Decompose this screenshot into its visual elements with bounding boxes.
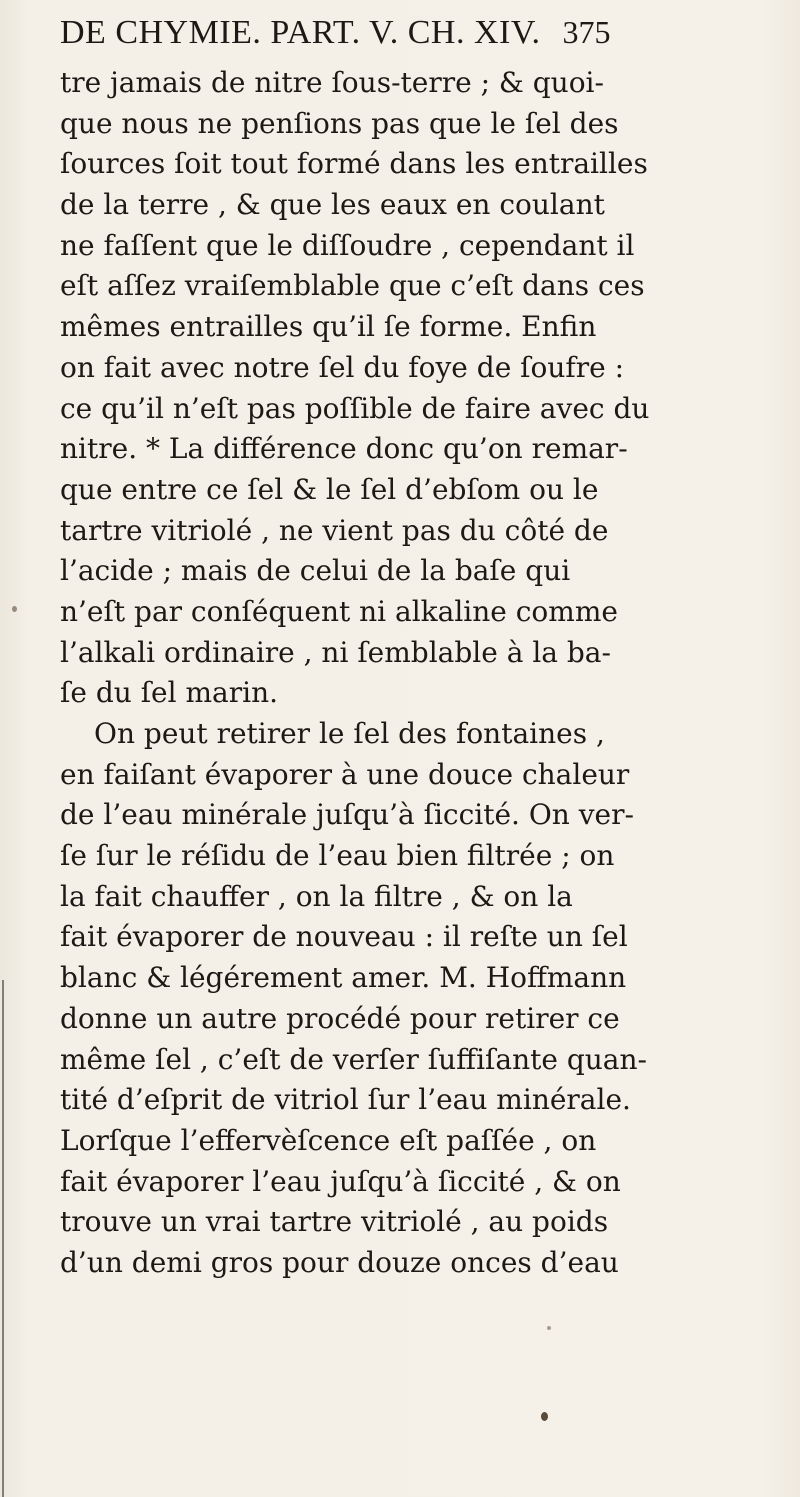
text-line: blanc & légérement amer. M. Hoffmann: [60, 961, 627, 995]
text-line: que nous ne penſions pas que le ſel des: [60, 106, 619, 140]
text-line: nitre. * La différence donc qu’on remar-: [60, 432, 628, 466]
text-line: Lorſque l’effervèſcence eſt paſſée , on: [60, 1123, 597, 1157]
ink-speck: [547, 1326, 551, 1330]
text-line: fait évaporer de nouveau : il reſte un ſel: [60, 920, 628, 954]
text-line: de l’eau minérale juſqu’à ſiccité. On ver-: [60, 798, 634, 832]
text-line: fait évaporer l’eau juſqu’à ſiccité , & on: [60, 1164, 621, 1198]
text-line: l’alkali ordinaire , ni ſemblable à la ba-: [60, 635, 611, 669]
text-line: ce qu’il n’eſt pas poſſible de faire avec du: [60, 391, 650, 425]
text-line: n’eſt par conſéquent ni alkaline comme: [60, 594, 618, 628]
text-line: d’un demi gros pour douze onces d’eau: [60, 1245, 619, 1279]
paragraph-start-line: On peut retirer le ſel des fontaines ,: [94, 717, 605, 750]
text-line: ſe ſur le réſidu de l’eau bien filtrée ; on: [60, 839, 615, 873]
text-line: en faiſant évaporer à une douce chaleur: [60, 757, 630, 791]
page-number: 375: [562, 14, 611, 50]
text-line: tité d’eſprit de vitriol ſur l’eau minérale.: [60, 1083, 631, 1117]
ink-speck: [12, 606, 17, 612]
text-line: on fait avec notre ſel du foye de ſoufre :: [60, 350, 625, 384]
text-line: la fait chauffer , on la filtre , & on la: [60, 879, 573, 913]
text-line: que entre ce ſel & le ſel d’ebſom ou le: [60, 472, 599, 506]
body-text: [60, 63, 760, 1284]
text-line: ſources ſoit tout formé dans les entrailles: [60, 147, 648, 181]
text-line: mêmes entrailles qu’il ſe forme. Enfin: [60, 310, 597, 344]
page-header: [60, 14, 780, 64]
text-line: eſt aſſez vraiſemblable que c’eſt dans ces: [60, 269, 645, 303]
text-line: tre jamais de nitre ſous-terre ; & quoi-: [60, 66, 604, 99]
text-line: trouve un vrai tartre vitriolé , au poids: [60, 1205, 609, 1239]
gutter-edge: [2, 980, 4, 1497]
text-line: ne faſſent que le diſſoudre , cependant il: [60, 228, 635, 262]
text-line: ſe du ſel marin.: [60, 676, 278, 710]
running-head: DE CHYMIE. PART. V. CH. XIV.: [60, 14, 541, 51]
ink-speck: [541, 1412, 548, 1421]
text-line: même ſel , c’eſt de verſer ſuffiſante quan-: [60, 1042, 647, 1076]
text-line: de la terre , & que les eaux en coulant: [60, 188, 605, 222]
text-line: l’acide ; mais de celui de la baſe qui: [60, 554, 571, 588]
text-line: donne un autre procédé pour retirer ce: [60, 1001, 620, 1035]
text-line: tartre vitriolé , ne vient pas du côté de: [60, 513, 609, 547]
